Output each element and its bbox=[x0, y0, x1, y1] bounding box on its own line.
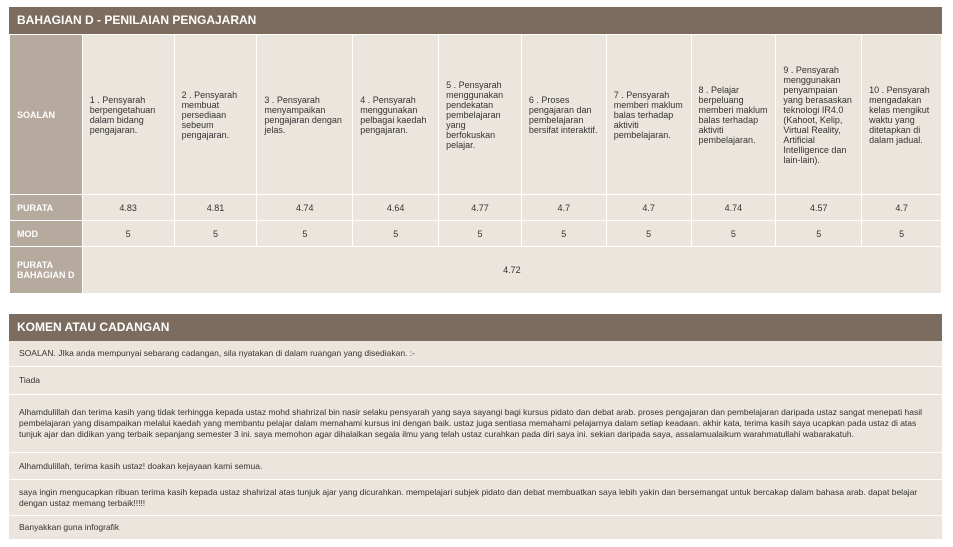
purata-bahagian-row bbox=[10, 247, 942, 294]
purata-value-8: 4.74 bbox=[691, 195, 776, 221]
questions-row bbox=[10, 35, 942, 195]
mod-value-5: 5 bbox=[439, 221, 522, 247]
purata-value-2: 4.81 bbox=[174, 195, 257, 221]
purata-value-7: 4.7 bbox=[606, 195, 691, 221]
section-d-title: BAHAGIAN D - PENILAIAN PENGAJARAN bbox=[9, 7, 942, 34]
purata-value-5: 4.77 bbox=[439, 195, 522, 221]
question-7: 7 . Pensyarah memberi maklum balas terhadap aktiviti pembelajaran. bbox=[606, 35, 691, 195]
question-1: 1 . Pensyarah berpengetahuan dalam bidang pengajaran. bbox=[82, 35, 174, 195]
comment-item: Alhamdulillah dan terima kasih yang tidak terhingga kepada ustaz mohd shahrizal bin nasir selaku pensyarah yang saya sayangi bagi kursus pidato dan debat arab. proses pengajaran dan pembelajaran daripada ustaz sangat menepati hasil pembelajaran yang disampaikan melalui kaedah yang membantu pelajar dalam memahami kursus ini dengan baik. ustaz juga sentiasa memahami pelajarnya dalam setiap keadaan. akhir kata, terima kasih saya ucapkan pada ustaz di atas tunjuk ajar dan didikan yang terbaik sepanjang semester 3 ini. saya memohon agar dihalalkan segala ilmu yang telah ustaz curahkan pada diri saya ini. sekian daripada saya, assalamualaikum warahmatullahi wabarakatuh. bbox=[9, 395, 942, 453]
question-3: 3 . Pensyarah menyampaikan pengajaran dengan jelas. bbox=[257, 35, 353, 195]
comment-item: Alhamdulillah, terima kasih ustaz! doakan kejayaan kami semua. bbox=[9, 453, 942, 480]
purata-value-9: 4.57 bbox=[776, 195, 862, 221]
mod-row bbox=[10, 221, 942, 247]
row-label-mod: MOD bbox=[10, 221, 83, 247]
mod-value-10: 5 bbox=[862, 221, 942, 247]
purata-value-10: 4.7 bbox=[862, 195, 942, 221]
mod-value-4: 5 bbox=[353, 221, 439, 247]
comments-panel bbox=[9, 314, 942, 540]
comment-item: saya ingin mengucapkan ribuan terima kasih kepada ustaz shahrizal atas tunjuk ajar yang dicurahkan. mempelajari subjek pidato dan debat membuatkan saya lebih yakin dan bersemangat untuk bercakap dalam bahasa arab. dapat belajar dengan ustaz memang terbaik!!!!! bbox=[9, 480, 942, 516]
row-label-purata-bahagian: PURATA BAHAGIAN D bbox=[10, 247, 83, 294]
question-8: 8 . Pelajar berpeluang memberi maklum balas terhadap aktiviti pembelajaran. bbox=[691, 35, 776, 195]
mod-value-8: 5 bbox=[691, 221, 776, 247]
mod-value-7: 5 bbox=[606, 221, 691, 247]
mod-value-2: 5 bbox=[174, 221, 257, 247]
section-d-panel bbox=[9, 7, 942, 294]
question-5: 5 . Pensyarah menggunakan pendekatan pembelajaran yang berfokuskan pelajar. bbox=[439, 35, 522, 195]
mod-value-1: 5 bbox=[82, 221, 174, 247]
purata-value-3: 4.74 bbox=[257, 195, 353, 221]
comment-item: Tiada bbox=[9, 367, 942, 395]
comment-item: Banyakkan guna infografik bbox=[9, 516, 942, 540]
evaluation-table bbox=[9, 34, 942, 294]
purata-bahagian-value: 4.72 bbox=[82, 247, 941, 294]
purata-value-4: 4.64 bbox=[353, 195, 439, 221]
comments-title: KOMEN ATAU CADANGAN bbox=[9, 314, 942, 341]
mod-value-9: 5 bbox=[776, 221, 862, 247]
purata-value-6: 4.7 bbox=[521, 195, 606, 221]
row-label-soalan: SOALAN bbox=[10, 35, 83, 195]
purata-row bbox=[10, 195, 942, 221]
question-9: 9 . Pensyarah menggunakan penyampaian yang berasaskan teknologi IR4.0 (Kahoot, Kelip, Virtual Reality, Artificial Intelligence dan lain-lain). bbox=[776, 35, 862, 195]
purata-value-1: 4.83 bbox=[82, 195, 174, 221]
mod-value-3: 5 bbox=[257, 221, 353, 247]
mod-value-6: 5 bbox=[521, 221, 606, 247]
comment-prompt: SOALAN. JIka anda mempunyai sebarang cadangan, sila nyatakan di dalam ruangan yang disediakan. :- bbox=[9, 341, 942, 367]
question-4: 4 . Pensyarah menggunakan pelbagai kaedah pengajaran. bbox=[353, 35, 439, 195]
question-6: 6 . Proses pengajaran dan pembelajaran bersifat interaktif. bbox=[521, 35, 606, 195]
question-10: 10 . Pensyarah mengadakan kelas mengikut waktu yang ditetapkan di dalam jadual. bbox=[862, 35, 942, 195]
row-label-purata: PURATA bbox=[10, 195, 83, 221]
question-2: 2 . Pensyarah membuat persediaan sebeum pengajaran. bbox=[174, 35, 257, 195]
